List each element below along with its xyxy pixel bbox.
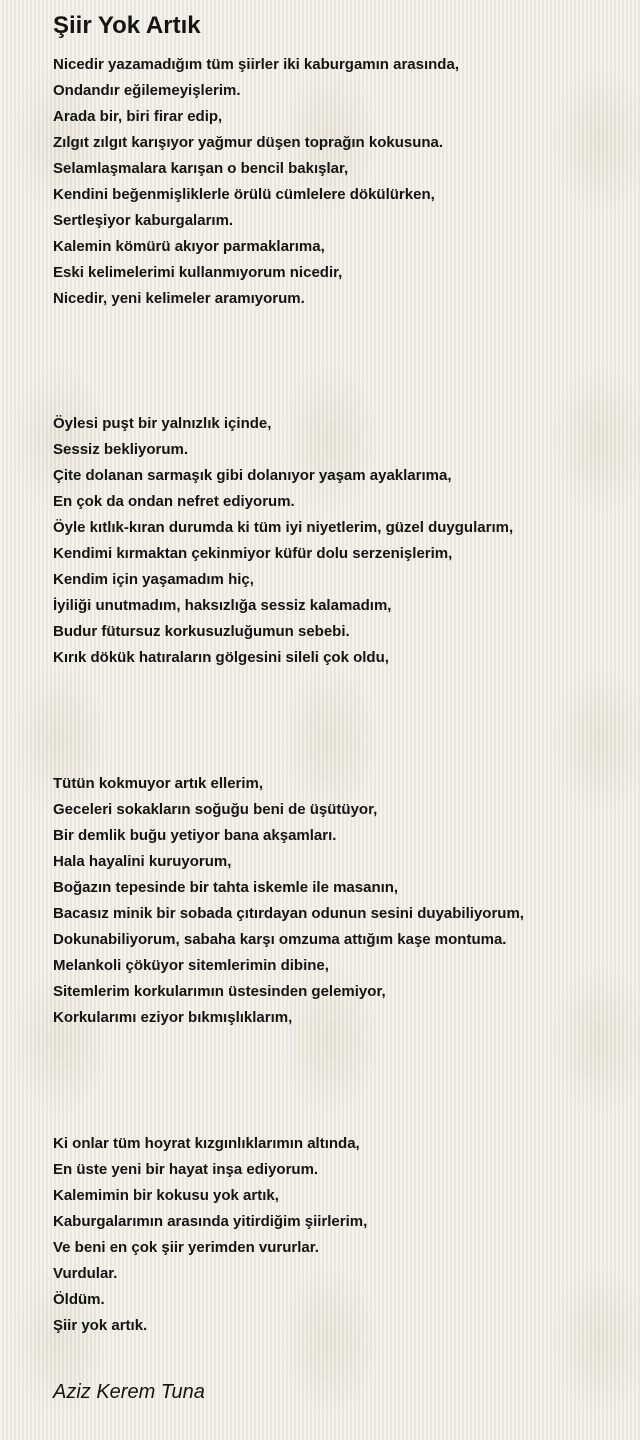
poem-line: Kırık dökük hatıraların gölgesini sileli çok oldu, — [53, 649, 389, 666]
poem-line: Sertleşiyor kaburgalarım. — [53, 212, 234, 229]
poem-line: Zılgıt zılgıt karışıyor yağmur düşen toprağın kokusuna. — [53, 134, 444, 151]
poem-line: Korkularımı eziyor bıkmışlıklarım, — [53, 1009, 293, 1026]
poem-line: Kendimi kırmaktan çekinmiyor küfür dolu serzenişlerim, — [53, 545, 453, 562]
poem-line: Bacasız minik bir sobada çıtırdayan odunun sesini duyabiliyorum, — [53, 905, 524, 922]
poem-title: Şiir Yok Artık — [53, 12, 201, 39]
poem-line: Nicedir, yeni kelimeler aramıyorum. — [53, 290, 305, 307]
poem-line: Çite dolanan sarmaşık gibi dolanıyor yaşam ayaklarıma, — [53, 467, 452, 484]
poem-line: Arada bir, biri firar edip, — [53, 108, 223, 125]
poem-line: Sitemlerim korkularımın üstesinden gelemiyor, — [53, 983, 386, 1000]
poem-line: Geceleri sokakların soğuğu beni de üşütüyor, — [53, 801, 378, 818]
poem-line: Bir demlik buğu yetiyor bana akşamları. — [53, 827, 337, 844]
poem-line: Ondandır eğilemeyişlerim. — [53, 82, 241, 99]
poem-line: Kalemin kömürü akıyor parmaklarıma, — [53, 238, 325, 255]
poem-line: Öldüm. — [53, 1291, 105, 1308]
poem-line: Kendini beğenmişliklerle örülü cümlelere dökülürken, — [53, 186, 435, 203]
stanza — [53, 1131, 367, 1339]
poem-line: Kendim için yaşamadım hiç, — [53, 571, 254, 588]
poem-line: Budur fütursuz korkusuzluğumun sebebi. — [53, 623, 350, 640]
poem-line: Nicedir yazamadığım tüm şiirler iki kaburgamın arasında, — [53, 56, 459, 73]
stanza — [53, 771, 524, 1031]
poem-author: Aziz Kerem Tuna — [53, 1381, 205, 1403]
poem-line: Selamlaşmalara karışan o bencil bakışlar, — [53, 160, 349, 177]
poem-line: Boğazın tepesinde bir tahta iskemle ile masanın, — [53, 879, 399, 896]
poem-line: Öylesi puşt bir yalnızlık içinde, — [53, 415, 272, 432]
poem-line: En üste yeni bir hayat inşa ediyorum. — [53, 1161, 319, 1178]
poem-line: Eski kelimelerimi kullanmıyorum nicedir, — [53, 264, 343, 281]
poem-line: Şiir yok artık. — [53, 1317, 148, 1334]
poem-line: Ki onlar tüm hoyrat kızgınlıklarımın altında, — [53, 1135, 360, 1152]
stanza — [53, 52, 459, 312]
poem-line: Hala hayalini kuruyorum, — [53, 853, 232, 870]
poem-line: İyiliği unutmadım, haksızlığa sessiz kalamadım, — [53, 597, 392, 614]
poem-line: Kalemimin bir kokusu yok artık, — [53, 1187, 279, 1204]
poem-line: En çok da ondan nefret ediyorum. — [53, 493, 295, 510]
poem-line: Ve beni en çok şiir yerimden vururlar. — [53, 1239, 319, 1256]
stanza — [53, 411, 513, 671]
poem-line: Vurdular. — [53, 1265, 118, 1282]
poem-line: Kaburgalarımın arasında yitirdiğim şiirlerim, — [53, 1213, 368, 1230]
poem-line: Tütün kokmuyor artık ellerim, — [53, 775, 264, 792]
poem-line: Melankoli çöküyor sitemlerimin dibine, — [53, 957, 329, 974]
poem-line: Sessiz bekliyorum. — [53, 441, 189, 458]
poem-line: Dokunabiliyorum, sabaha karşı omzuma attığım kaşe montuma. — [53, 931, 507, 948]
poem-line: Öyle kıtlık-kıran durumda ki tüm iyi niyetlerim, güzel duygularım, — [53, 519, 514, 536]
